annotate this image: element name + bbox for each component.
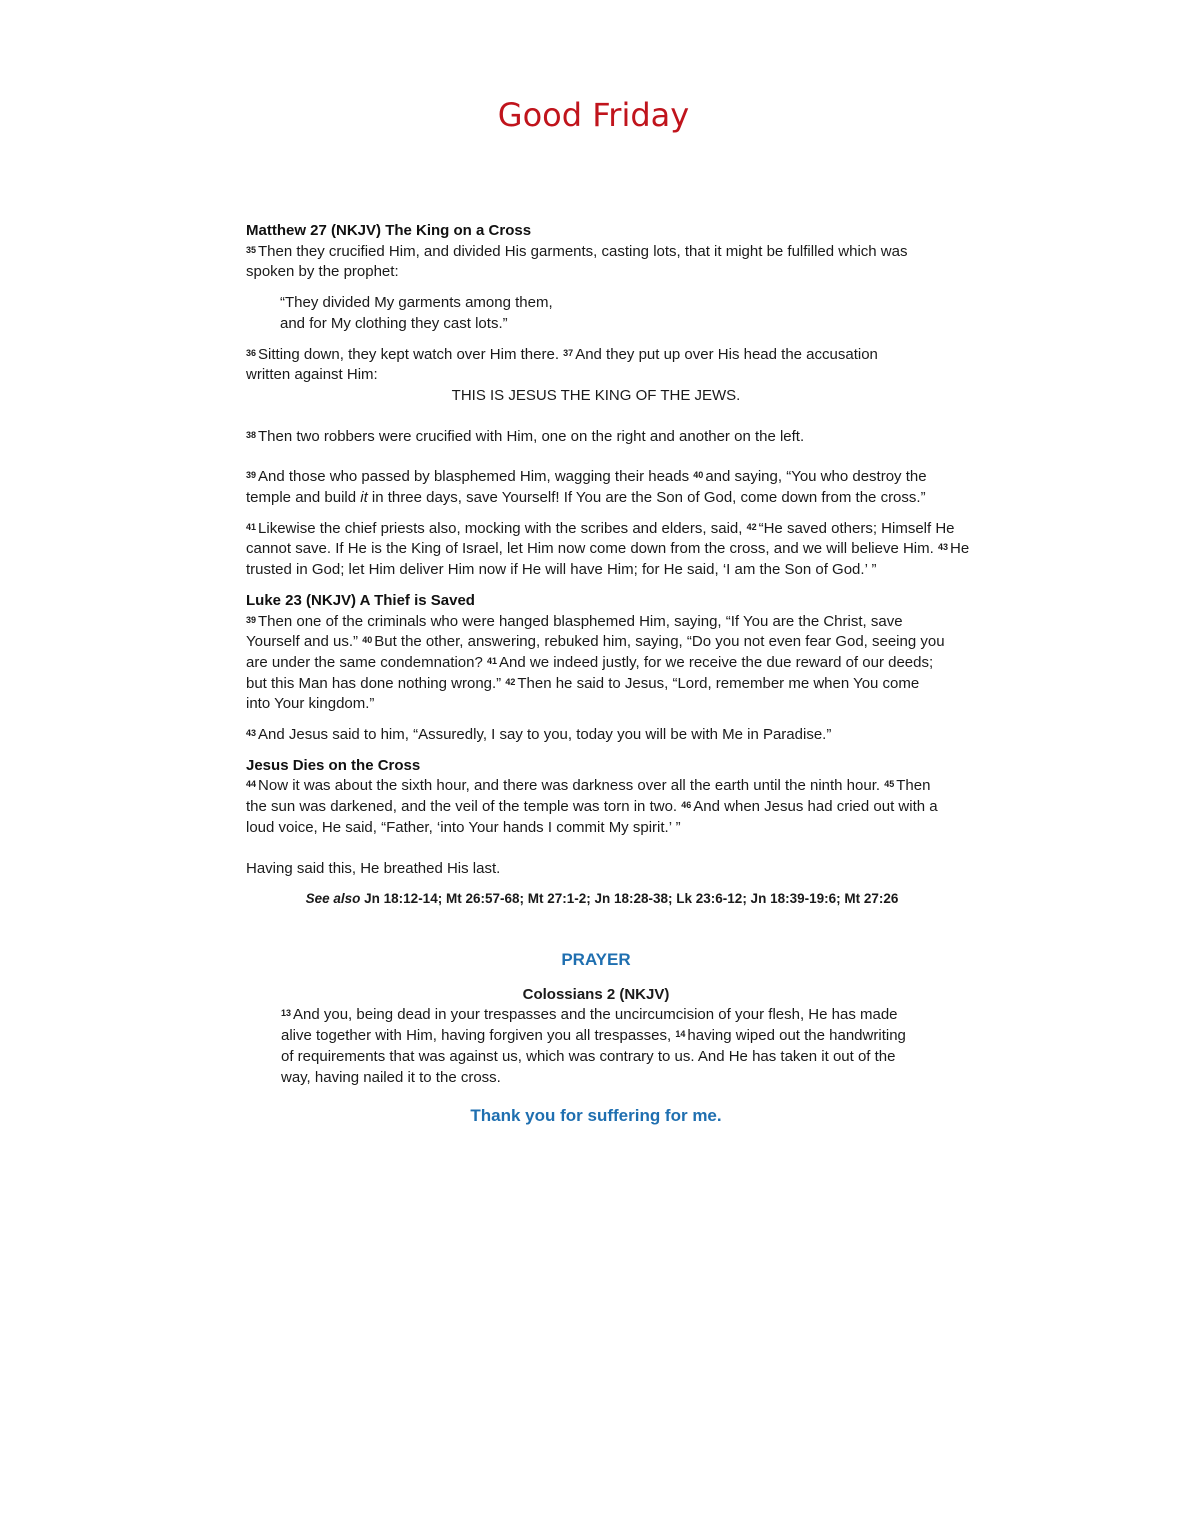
prayer-closing: Thank you for suffering for me. — [470, 1106, 722, 1126]
verse-number: 36 — [246, 347, 257, 358]
verse-mt-39-40: $^{39}$ And those who passed by blasphemed Him, wagging their heads $^{40}$ and saying, “You who destroy the temple and build it in three days, save Yourself! If You are the Son of God, come down from the cross.” — [246, 468, 927, 507]
verse-number: 42 — [505, 676, 516, 687]
verse-number: 42 — [746, 521, 757, 532]
verse-mt-38: $^{38}$ Then two robbers were crucified with Him, one on the right and another on the left. — [246, 427, 805, 445]
verse-number: 44 — [246, 779, 257, 790]
verse-number: 45 — [884, 779, 895, 790]
verse-number: 39 — [246, 614, 257, 625]
page-title: Good Friday — [497, 96, 690, 134]
verse-number: 40 — [362, 635, 373, 646]
poem-line: “They divided My garments among them, — [280, 294, 553, 312]
verse-mt-41-43: $^{41}$ Likewise the chief priests also, mocking with the scribes and elders, said, $^{42}$ “He saved others; Himself He cannot save. If He is the King of Israel, let Him now come down from the cross, and we will believe Him. $^{43}$ He trusted in God; let Him deliver Him now if He will have Him; for He said, ‘I am the Son of God.’ ” — [246, 519, 970, 579]
verse-number: 39 — [246, 470, 257, 481]
verse-mt-36-37: $^{36}$ Sitting down, they kept watch over Him there. $^{37}$ And they put up over His head the accusation written against Him: — [246, 345, 878, 384]
verse-lk-44-46: $^{44}$ Now it was about the sixth hour, and there was darkness over all the earth until the ninth hour. $^{45}$ Then the sun was darkened, and the veil of the temple was torn in two. $^{46}$ And when Jesus had cried out with a loud voice, He said, “Father, ‘into Your hands I commit My spirit.’ ” — [246, 777, 938, 836]
prayer-passage: $^{13}$ And you, being dead in your trespasses and the uncircumcision of your flesh, He has made alive together with Him, having forgiven you all trespasses, $^{14}$ having wiped out the handwriting of requirements that was against us, which was contrary to us. And He has taken it out of the way, having nailed it to the cross. — [281, 1006, 906, 1086]
verse-mt-35: $^{35}$ Then they crucified Him, and divided His garments, casting lots, that it might be fulfilled which was spoken by the prophet: — [246, 242, 908, 281]
verse-lk-43: $^{43}$ And Jesus said to him, “Assuredly, I say to you, today you will be with Me in Paradise.” — [246, 726, 832, 744]
verse-number: 37 — [563, 347, 574, 358]
verse-number: 43 — [246, 728, 257, 739]
verse-lk-39-42: $^{39}$ Then one of the criminals who were hanged blasphemed Him, saying, “If You are the Christ, save Yourself and us.” $^{40}$ But the other, answering, rebuked him, saying, “Do you not even fear God, seeing you are under the same condemnation? $^{41}$ And we indeed justly, for we receive the due reward of our deeds; but this Man has done nothing wrong.” $^{42}$ Then he said to Jesus, “Lord, remember me when You come into Your kingdom.” — [246, 612, 945, 713]
document-body — [246, 221, 1006, 1127]
verse-number: 41 — [487, 655, 498, 666]
verse-number: 43 — [937, 542, 948, 553]
verse-number: 35 — [246, 244, 257, 255]
verse-number: 40 — [693, 470, 704, 481]
closing-line: Having said this, He breathed His last. — [246, 859, 501, 877]
verse-number: 13 — [281, 1008, 292, 1019]
see-also-references: See also Jn 18:12-14; Mt 26:57-68; Mt 27:1-2; Jn 18:28-38; Lk 23:6-12; Jn 18:39-19:6; Mt 27:26 — [305, 891, 899, 907]
poem-line: and for My clothing they cast lots.” — [280, 314, 508, 332]
section-heading-death: Jesus Dies on the Cross — [246, 756, 421, 774]
verse-number: 46 — [681, 800, 692, 811]
section-heading-matthew: Matthew 27 (NKJV) The King on a Cross — [246, 222, 532, 239]
section-heading-luke: Luke 23 (NKJV) A Thief is Saved — [246, 591, 475, 609]
verse-number: 41 — [246, 521, 257, 532]
cross-inscription: THIS IS JESUS THE KING OF THE JEWS. — [451, 386, 741, 404]
verse-number: 38 — [246, 429, 257, 440]
prayer-passage-title: Colossians 2 (NKJV) — [522, 985, 670, 1003]
verse-number: 14 — [675, 1029, 686, 1040]
prayer-heading: PRAYER — [561, 949, 631, 969]
